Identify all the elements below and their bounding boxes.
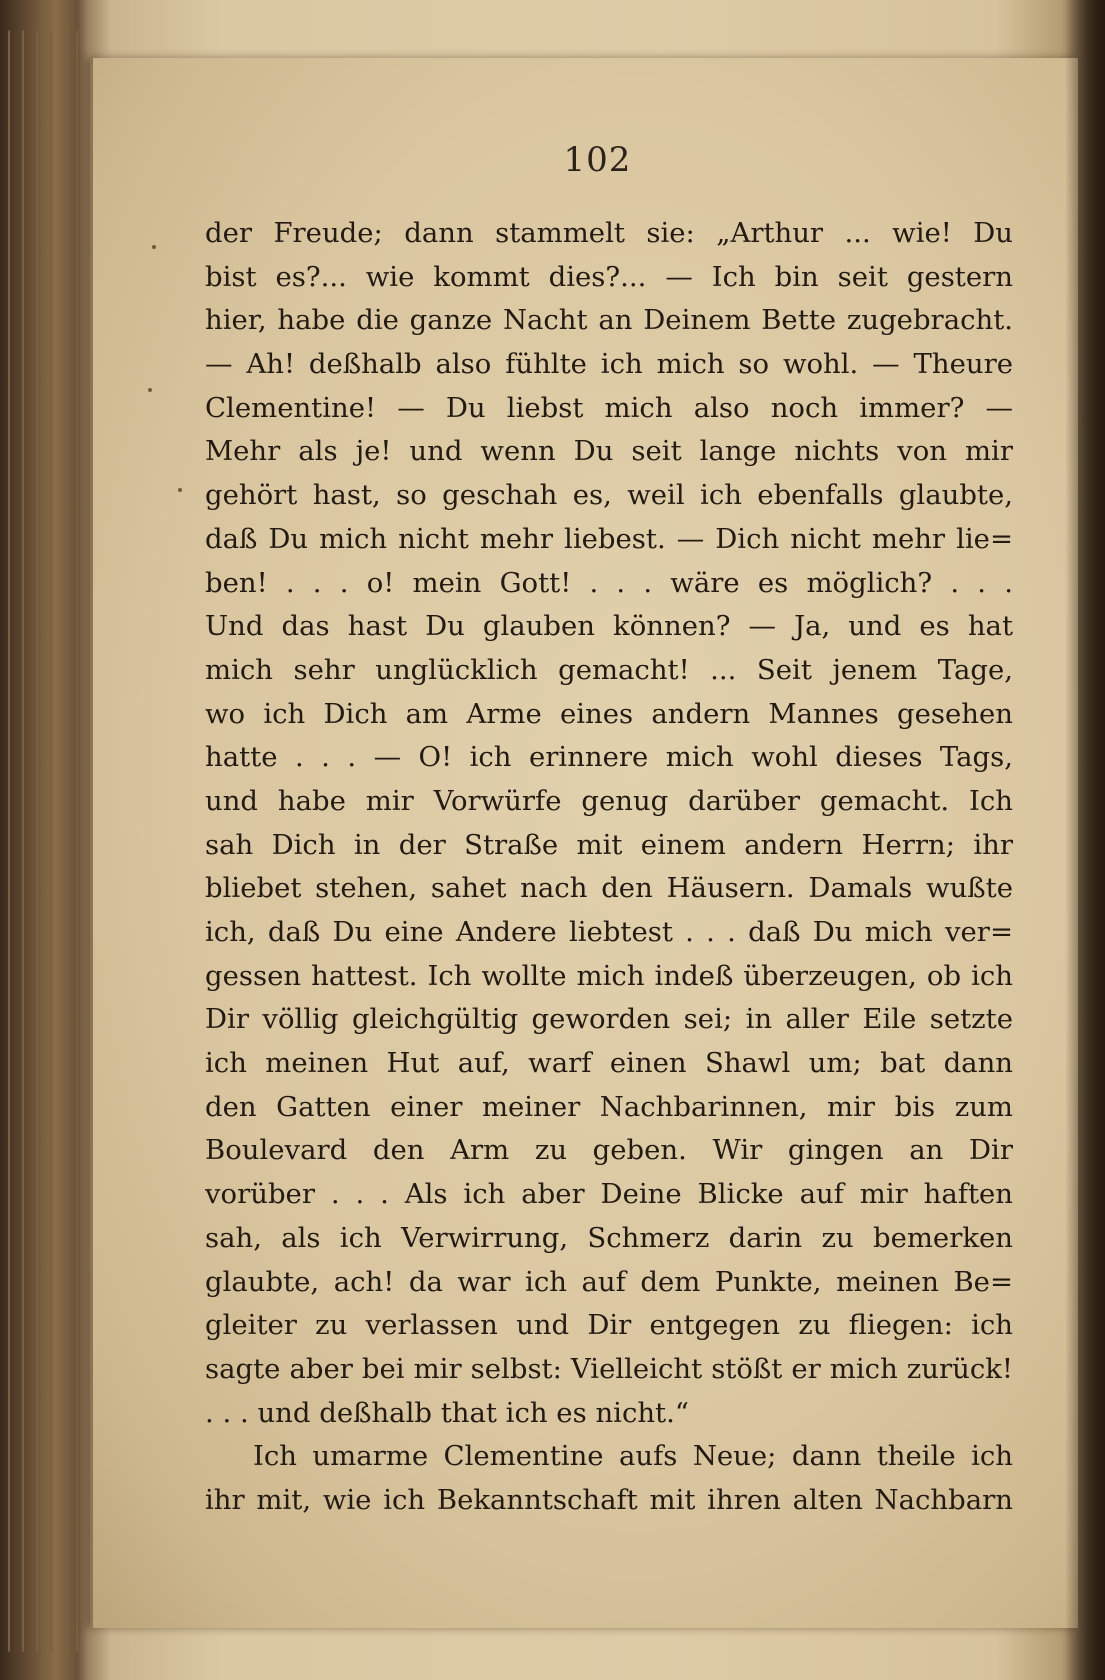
text-line: . . . und deßhalb that ich es nicht.“ (205, 1396, 689, 1429)
paper-speck (152, 245, 156, 249)
text-line: bist es?... wie kommt dies?... — Ich bin seit gestern (205, 260, 1013, 293)
page-number: 102 (563, 140, 632, 180)
text-line: sagte aber bei mir selbst: Vielleicht stößt er mich zurück! (205, 1352, 1013, 1385)
text-line: wo ich Dich am Arme eines andern Mannes gesehen (205, 697, 1013, 730)
text-line: den Gatten einer meiner Nachbarinnen, mir bis zum (205, 1090, 1013, 1123)
text-line: ihr mit, wie ich Bekanntschaft mit ihren alten Nachbarn (205, 1483, 1013, 1516)
paper-speck (148, 388, 152, 392)
text-line: gehört hast, so geschah es, weil ich ebenfalls glaubte, (205, 479, 1013, 512)
page-edge (36, 30, 38, 1652)
text-line: Boulevard den Arm zu geben. Wir gingen an Dir (205, 1134, 1013, 1167)
page-edge (64, 30, 66, 1652)
spine-shadow (1065, 0, 1105, 1680)
text-line: gessen hattest. Ich wollte mich indeß überzeugen, ob ich (205, 959, 1013, 992)
page-edge (22, 30, 24, 1652)
text-line: Und das hast Du glauben können? — Ja, und es hat (205, 610, 1013, 643)
text-line: daß Du mich nicht mehr liebest. — Dich nicht mehr lie= (205, 522, 1013, 555)
text-line: der Freude; dann stammelt sie: „Arthur ... wie! Du (205, 217, 1013, 249)
text-line: vorüber . . . Als ich aber Deine Blicke auf mir haften (205, 1178, 1013, 1211)
text-line: und habe mir Vorwürfe genug darüber gemacht. Ich (205, 784, 1013, 817)
text-line: glaubte, ach! da war ich auf dem Punkte, meinen Be= (205, 1265, 1013, 1298)
text-line: Ich umarme Clementine aufs Neue; dann theile ich (253, 1440, 1013, 1473)
text-line: Clementine! — Du liebst mich also noch immer? — (205, 391, 1013, 424)
text-line: sah Dich in der Straße mit einem andern Herrn; ihr (205, 828, 1013, 861)
text-line: Mehr als je! und wenn Du seit lange nichts von mir (205, 435, 1013, 468)
text-line: ich, daß Du eine Andere liebtest . . . daß Du mich ver= (205, 916, 1013, 948)
page-edge (76, 30, 78, 1652)
text-line: hier, habe die ganze Nacht an Deinem Bette zugebracht. (205, 304, 1013, 337)
text-line: — Ah! deßhalb also fühlte ich mich so wohl. — Theure (205, 348, 1013, 381)
page-edge (50, 30, 52, 1652)
text-line: hatte . . . — O! ich erinnere mich wohl dieses Tags, (205, 741, 1013, 774)
text-line: Dir völlig gleichgültig geworden sei; in aller Eile setzte (205, 1003, 1013, 1036)
text-line: bliebet stehen, sahet nach den Häusern. Damals wußte (205, 872, 1013, 905)
text-line: ich meinen Hut auf, warf einen Shawl um; bat dann (205, 1047, 1013, 1080)
text-line: sah, als ich Verwirrung, Schmerz darin zu bemerken (205, 1221, 1013, 1254)
text-line: ben! . . . o! mein Gott! . . . wäre es möglich? . . . (205, 566, 1013, 599)
paper-speck (178, 488, 182, 492)
body-text (205, 212, 1013, 1523)
text-line: mich sehr unglücklich gemacht! ... Seit jenem Tage, (205, 653, 1013, 686)
text-line: gleiter zu verlassen und Dir entgegen zu fliegen: ich (205, 1309, 1013, 1342)
page-edge (8, 30, 10, 1652)
